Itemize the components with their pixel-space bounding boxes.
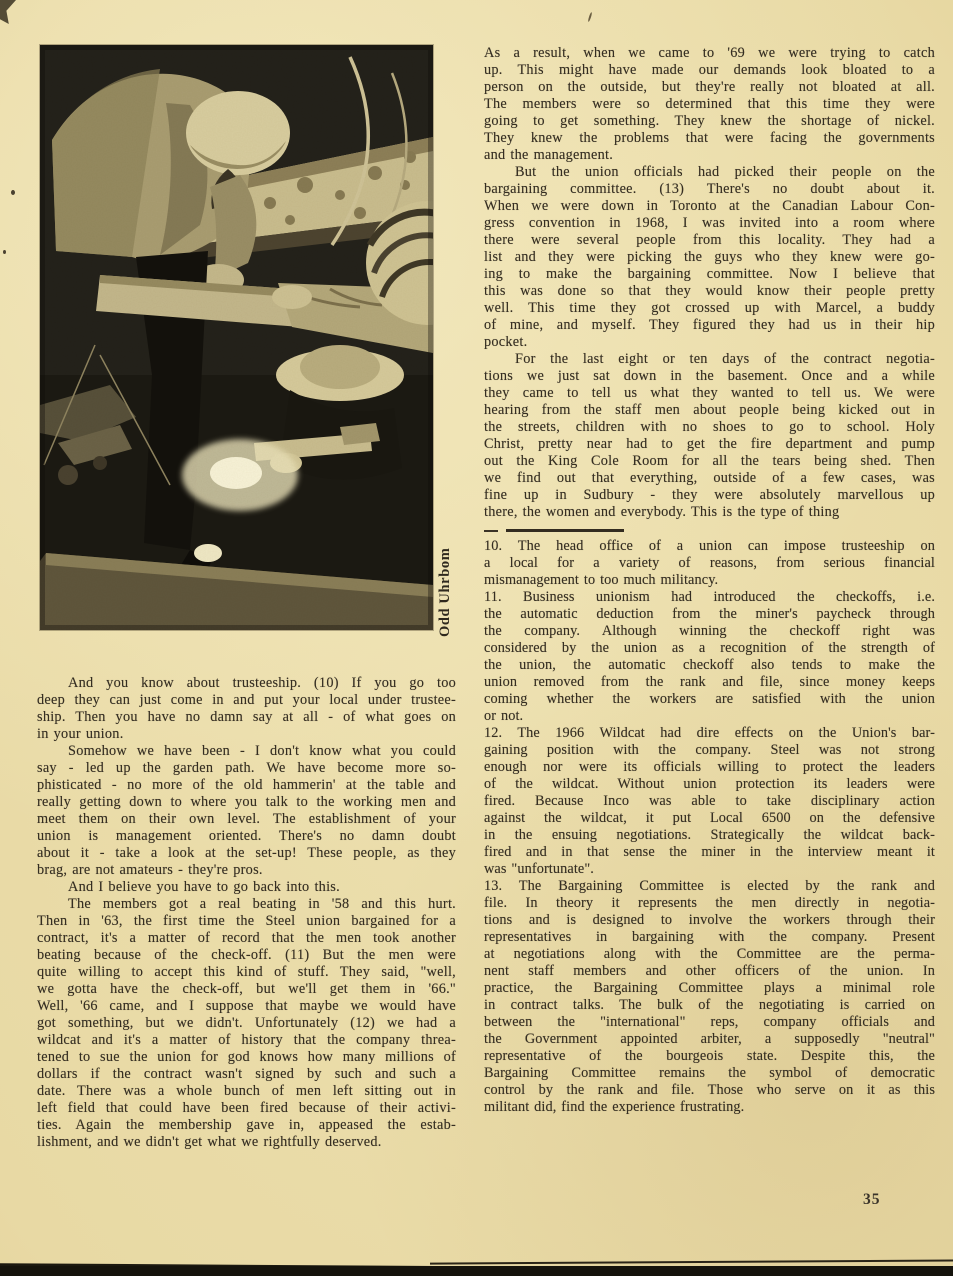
scan-speck — [3, 250, 6, 254]
text-line: left field that could have been fired because of their activi- — [37, 1100, 456, 1116]
text-line: representatives in bargaining with the company. Present — [484, 929, 935, 945]
text-line: militant did, find the experience frustrating. — [484, 1099, 745, 1115]
text-line: going to get something. They knew the shortage of nickel. — [484, 113, 935, 129]
text-line: list and they were picking the guys who they knew were go- — [484, 249, 935, 265]
photo-credit-text: Odd Uhrbom — [437, 547, 453, 637]
right-column-body — [484, 45, 935, 521]
text-line: control by the rank and file. Those who serve on it as this — [484, 1082, 935, 1098]
text-line: of the wildcat. Without union protection its leaders were — [484, 776, 935, 792]
text-line: date. There was a whole bunch of men left sitting out in — [37, 1083, 456, 1099]
text-line: coming whether the workers are satisfied with the union — [484, 691, 935, 707]
left-column — [37, 675, 456, 1151]
text-line: practice, the Bargaining Committee plays a minimal role — [484, 980, 935, 996]
text-line: Then in '63, the first time the Steel union bargained for a — [37, 913, 456, 929]
text-line: meet them on their own level. The establishment of your — [37, 811, 456, 827]
text-line: gress convention in 1968, I was invited into a room where — [484, 215, 935, 231]
text-line: considered by the union as a recognition of the strength of — [484, 640, 935, 656]
text-line: They knew the problems that were facing the governments — [484, 130, 935, 146]
footnotes — [484, 538, 935, 1116]
footnote-separator-rule — [506, 529, 624, 532]
scan-speck — [588, 12, 593, 22]
text-line: the streets, children with no shoes to go to school. Holy — [484, 419, 935, 435]
text-line: When we were down in Toronto at the Canadian Labour Con- — [484, 198, 935, 214]
paragraph — [37, 675, 456, 743]
text-line: Well, '66 came, and I suppose that maybe we would have — [37, 998, 456, 1014]
text-line: mismanagement to too much militancy. — [484, 572, 719, 588]
paragraph — [484, 589, 935, 725]
text-line: nent staff members and other officers of the union. In — [484, 963, 935, 979]
photo-miners — [40, 45, 433, 630]
text-line: Somehow we have been - I don't know what you could — [68, 743, 456, 759]
text-line: ship. Then you have no damn say at all - of what goes on — [37, 709, 456, 725]
text-line: was "unfortunate". — [484, 861, 594, 877]
text-line: 12. The 1966 Wildcat had dire effects on the Union's bar- — [484, 725, 935, 741]
text-line: fired and in that sense the miner in the interview meant it — [484, 844, 935, 860]
text-line: pocket. — [484, 334, 528, 350]
text-line: union removed from the rank and file, since money keeps — [484, 674, 935, 690]
text-line: really getting down to where you talk to the working men and — [37, 794, 456, 810]
scan-bottom-edge — [0, 1266, 953, 1276]
photo-miners-illustration — [40, 45, 433, 630]
paragraph — [484, 164, 935, 351]
text-line: they came to tell us what they wanted to tell us. We were — [484, 385, 935, 401]
text-line: the company. Although winning the checkoff right was — [484, 623, 935, 639]
text-line: we find out that everything, outside of a few cases, was — [484, 470, 935, 486]
text-line: lishment, and we didn't get what we rightfully deserved. — [37, 1134, 382, 1150]
text-line: tions we just sat down in the basement. Once and a while — [484, 368, 935, 384]
text-line: there were several people from this locality. They had a — [484, 232, 935, 248]
text-line: about it - take a look at the set-up! These people, as they — [37, 845, 456, 861]
text-line: 10. The head office of a union can impose trusteeship on — [484, 538, 935, 554]
right-column — [484, 45, 935, 1116]
text-line: bargaining committee. (13) There's no doubt about it. — [484, 181, 935, 197]
text-line: in contract talks. The bulk of the negotiating is carried on — [484, 997, 935, 1013]
text-line: But the union officials had picked their people on the — [515, 164, 935, 180]
text-line: person on the outside, but they're really not bloated at all. — [484, 79, 935, 95]
text-line: and the management. — [484, 147, 614, 163]
text-line: The members got a real beating in '58 and this hurt. — [68, 896, 456, 912]
paragraph — [37, 896, 456, 1151]
text-line: out the King Cole Room for all the tears being shed. Then — [484, 453, 935, 469]
text-line: tened to sue the union for god knows how many millions of — [37, 1049, 456, 1065]
text-line: phisticated - no more of the old hammerin' at the table and — [37, 777, 456, 793]
text-line: against the wildcat, it put Local 6500 on the defensive — [484, 810, 935, 826]
text-line: the union, the automatic checkoff also tends to make the — [484, 657, 935, 673]
paragraph — [484, 351, 935, 521]
text-line: say - led up the garden path. We have become more so- — [37, 760, 456, 776]
text-line: in the ensuing negotiations. Strategically the wildcat back- — [484, 827, 935, 843]
text-line: beating because of the check-off. (11) But the men were — [37, 947, 456, 963]
paragraph — [484, 538, 935, 589]
text-line: contract, it's a matter of record that the men took another — [37, 930, 456, 946]
text-line: we gotta have the check-off, but we'll get them in '66." — [37, 981, 456, 997]
text-line: file. In theory it represents the men directly in negotia- — [484, 895, 935, 911]
text-line: fired. Because Inco was able to take disciplinary action — [484, 793, 935, 809]
scan-corner-mark — [0, 0, 16, 24]
photo-credit — [437, 519, 459, 637]
paragraph — [484, 45, 935, 164]
footnote-separator — [484, 523, 935, 537]
paragraph — [37, 743, 456, 879]
text-line: As a result, when we came to '69 we were trying to catch — [484, 45, 935, 61]
text-line: a local for a variety of reasons, from serious financial — [484, 555, 935, 571]
text-line: fine up in Sudbury - they were absolutely marvellous up — [484, 487, 935, 503]
text-line: ing to make the bargaining committee. Now I believe that — [484, 266, 935, 282]
text-line: this was done so that they would know their people pretty — [484, 283, 935, 299]
text-line: And I believe you have to go back into this. — [68, 879, 340, 895]
text-line: 11. Business unionism had introduced the checkoffs, i.e. — [484, 589, 935, 605]
paragraph — [37, 879, 456, 896]
text-line: gaining position with the company. Steel was not strong — [484, 742, 935, 758]
text-line: deep they can just come in and put your local under trustee- — [37, 692, 456, 708]
text-line: hearing from the staff men about people being kicked out in — [484, 402, 935, 418]
paragraph — [484, 878, 935, 1116]
text-line: ties. Again the membership gave in, appeased the estab- — [37, 1117, 456, 1133]
text-line: union is management oriented. There's no damn doubt — [37, 828, 456, 844]
text-line: the Government appointed arbiter, a supposedly "neutral" — [484, 1031, 935, 1047]
text-line: brag, are not amateurs - they're pros. — [37, 862, 263, 878]
text-line: well. This time they got crossed up with Marcel, a buddy — [484, 300, 935, 316]
text-line: or not. — [484, 708, 524, 724]
text-line: Christ, pretty near had to get the fire department and pump — [484, 436, 935, 452]
text-line: dollars if the contract wasn't signed by such and such a — [37, 1066, 456, 1082]
text-line: up. This might have made our demands look bloated to a — [484, 62, 935, 78]
text-line: Bargaining Committee remains the symbol of democratic — [484, 1065, 935, 1081]
text-line: enough nor were its officials willing to protect the leaders — [484, 759, 935, 775]
text-line: there, the women and everybody. This is the type of thing — [484, 504, 840, 520]
page-number: 35 — [863, 1191, 881, 1208]
text-line: quite willing to accept this kind of stuff. They said, "well, — [37, 964, 456, 980]
text-line: tions and is designed to involve the workers through their — [484, 912, 935, 928]
text-line: the automatic deduction from the miner's paycheck through — [484, 606, 935, 622]
text-line: in your union. — [37, 726, 124, 742]
text-line: representative of the bourgeois state. Despite this, the — [484, 1048, 935, 1064]
text-line: And you know about trusteeship. (10) If you go too — [68, 675, 456, 691]
scan-speck — [11, 190, 15, 195]
text-line: wildcat and it's a matter of history that the company threa- — [37, 1032, 456, 1048]
text-line: of mine, and myself. They figured they had us in their hip — [484, 317, 935, 333]
text-line: between the "international" reps, company officials and — [484, 1014, 935, 1030]
paragraph — [484, 725, 935, 878]
text-line: at negotiations along with the Committee are the perma- — [484, 946, 935, 962]
footnote-separator-dash — [484, 530, 498, 532]
text-line: 13. The Bargaining Committee is elected by the rank and — [484, 878, 935, 894]
text-line: got something, but we didn't. Unfortunately (12) we had a — [37, 1015, 456, 1031]
text-line: The members were so determined that this time they were — [484, 96, 935, 112]
scan-edge-line — [430, 1259, 953, 1264]
text-line: For the last eight or ten days of the contract negotia- — [515, 351, 935, 367]
